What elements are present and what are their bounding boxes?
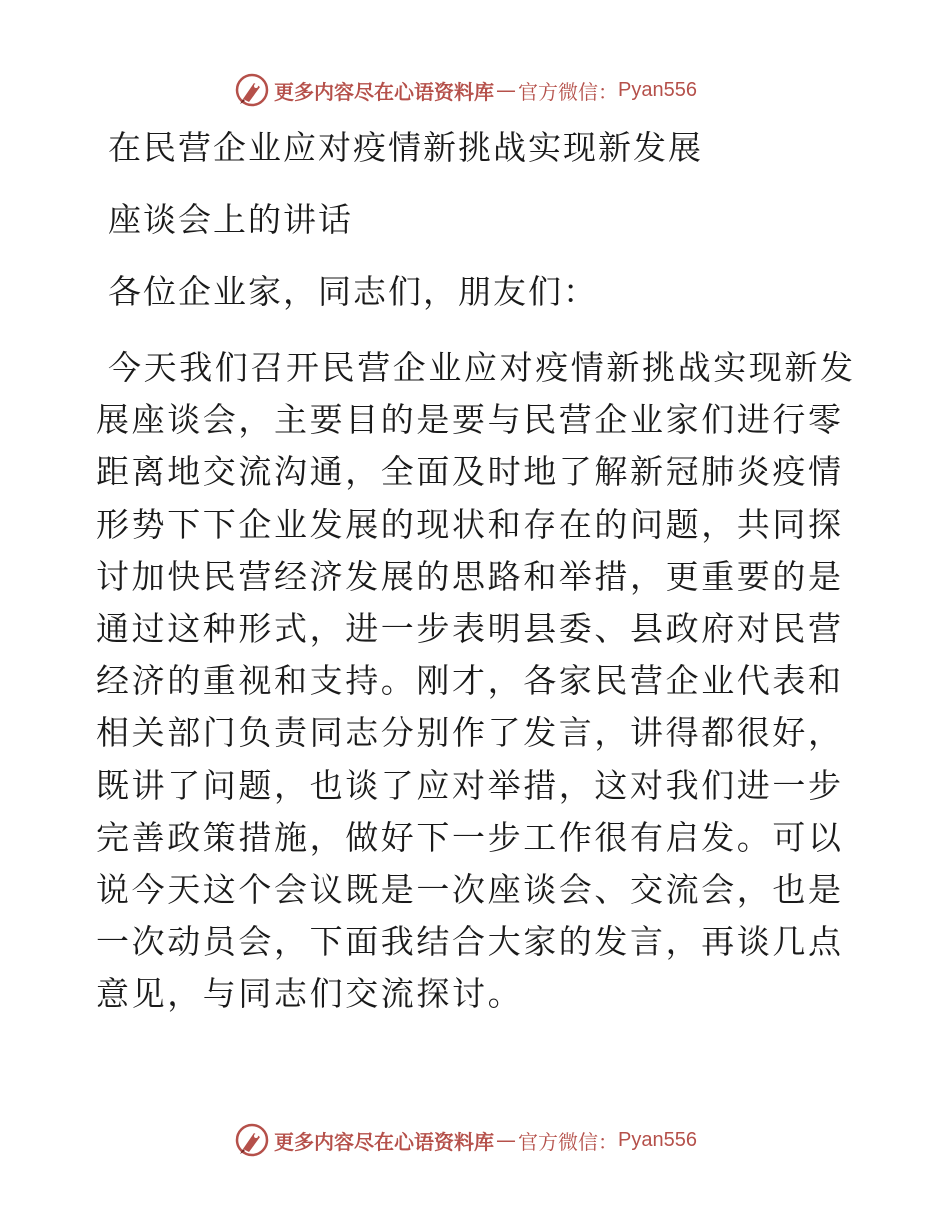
- wechat-id: Pyan556: [618, 1128, 697, 1151]
- pen-nib-logo-icon: [234, 1122, 270, 1158]
- footer-banner: [234, 1122, 697, 1158]
- brand-text: 更多内容尽在心语资料库: [274, 79, 494, 104]
- wechat-label: 官方微信：: [518, 1129, 618, 1154]
- body-paragraph: 今天我们召开民营企业应对疫情新挑战实现新发展座谈会，主要目的是要与民营企业家们进行零距离地交流沟通，全面及时地了解新冠肺炎疫情形势下下企业发展的现状和存在的问题，共同探讨加快民营经济发展的思路和举措，更重要的是通过这种形式，进一步表明县委、县政府对民营经济的重视和支持。刚才，各家民营企业代表和相关部门负责同志分别作了发言，讲得都很好，既讲了问题，也谈了应对举措，这对我们进一步完善政策措施，做好下一步工作很有启发。可以说今天这个会议既是一次座谈会、交流会，也是一次动员会，下面我结合大家的发言，再谈几点意见，与同志们交流探讨。: [96, 348, 856, 1014]
- pen-nib-logo-icon: [234, 72, 270, 108]
- document-title-line-2: 座谈会上的讲话: [108, 200, 353, 239]
- banner-separator: —: [496, 78, 516, 102]
- header-banner: [234, 72, 697, 108]
- wechat-label: 官方微信：: [518, 79, 618, 104]
- document-title-line-1: 在民营企业应对疫情新挑战实现新发展: [108, 128, 703, 167]
- brand-text: 更多内容尽在心语资料库: [274, 1129, 494, 1154]
- salutation: 各位企业家，同志们，朋友们：: [108, 272, 598, 311]
- wechat-id: Pyan556: [618, 78, 697, 101]
- banner-separator: —: [496, 1128, 516, 1152]
